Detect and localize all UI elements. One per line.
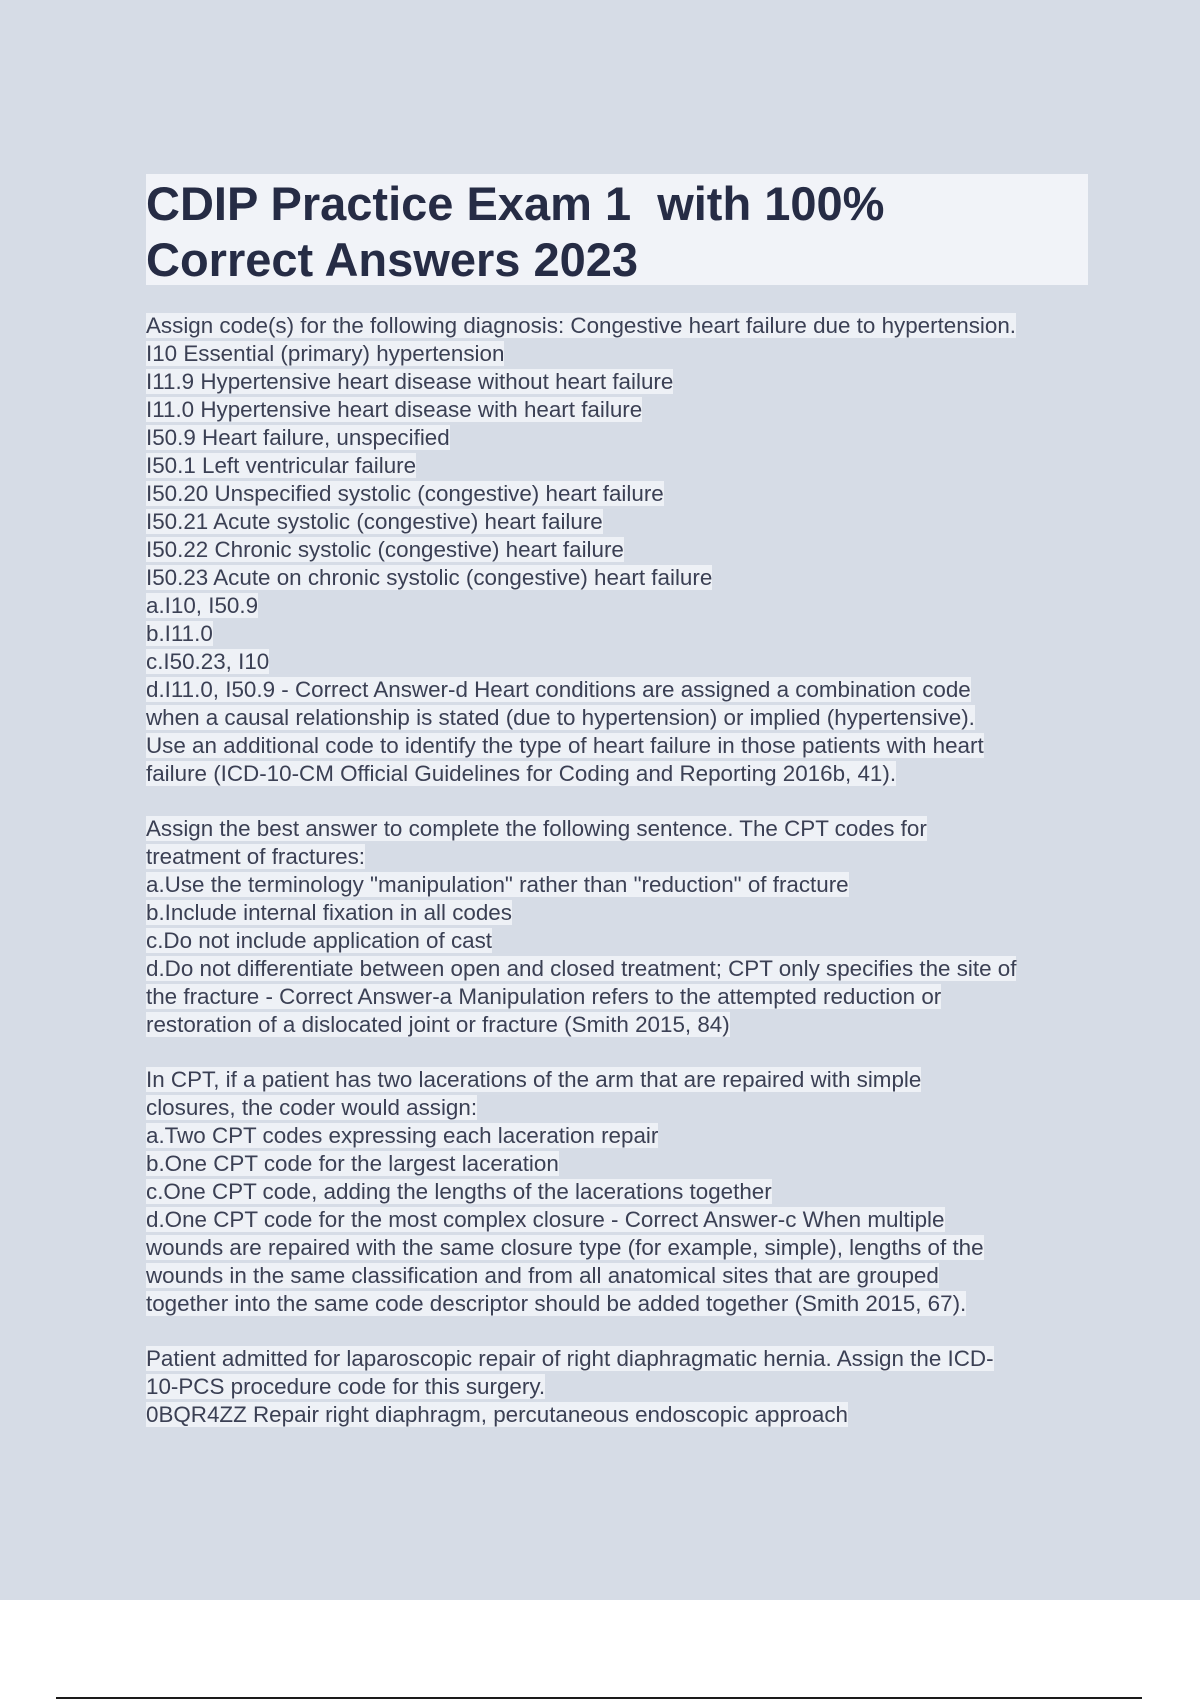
text-line: I50.9 Heart failure, unspecified bbox=[146, 425, 450, 450]
text-line: a.I10, I50.9 bbox=[146, 593, 259, 618]
text-line: b.One CPT code for the largest laceration bbox=[146, 1151, 559, 1176]
text-line: I50.23 Acute on chronic systolic (congestive) heart failure bbox=[146, 565, 713, 590]
question-block-3 bbox=[146, 1066, 1096, 1318]
document-body bbox=[146, 312, 1096, 1456]
text-line: Assign the best answer to complete the following sentence. The CPT codes for bbox=[146, 816, 927, 841]
text-line: the fracture - Correct Answer-a Manipulation refers to the attempted reduction or bbox=[146, 984, 942, 1009]
text-line: closures, the coder would assign: bbox=[146, 1095, 478, 1120]
text-line: 10-PCS procedure code for this surgery. bbox=[146, 1374, 546, 1399]
document-title bbox=[146, 174, 1088, 285]
text-line: I10 Essential (primary) hypertension bbox=[146, 341, 505, 366]
footer-divider bbox=[56, 1697, 1142, 1699]
text-line: wounds in the same classification and from all anatomical sites that are grouped bbox=[146, 1263, 939, 1288]
text-line: I11.0 Hypertensive heart disease with heart failure bbox=[146, 397, 643, 422]
text-line: treatment of fractures: bbox=[146, 844, 366, 869]
text-line: b.I11.0 bbox=[146, 621, 213, 646]
question-block-4 bbox=[146, 1345, 1096, 1429]
text-line: b.Include internal fixation in all codes bbox=[146, 900, 512, 925]
text-line: c.One CPT code, adding the lengths of the lacerations together bbox=[146, 1179, 772, 1204]
text-line: a.Two CPT codes expressing each laceration repair bbox=[146, 1123, 659, 1148]
text-line: 0BQR4ZZ Repair right diaphragm, percutaneous endoscopic approach bbox=[146, 1402, 848, 1427]
title-line: CDIP Practice Exam 1 with 100% bbox=[146, 177, 885, 230]
text-line: I50.22 Chronic systolic (congestive) heart failure bbox=[146, 537, 624, 562]
text-line: c.I50.23, I10 bbox=[146, 649, 270, 674]
title-line: Correct Answers 2023 bbox=[146, 233, 639, 286]
text-line: I50.20 Unspecified systolic (congestive) heart failure bbox=[146, 481, 664, 506]
text-line: a.Use the terminology "manipulation" rather than "reduction" of fracture bbox=[146, 872, 849, 897]
text-line: wounds are repaired with the same closure type (for example, simple), lengths of the bbox=[146, 1235, 984, 1260]
text-line: together into the same code descriptor should be added together (Smith 2015, 67). bbox=[146, 1291, 967, 1316]
question-block-1 bbox=[146, 312, 1096, 788]
text-line: I50.1 Left ventricular failure bbox=[146, 453, 417, 478]
text-line: c.Do not include application of cast bbox=[146, 928, 493, 953]
text-line: d.I11.0, I50.9 - Correct Answer-d Heart conditions are assigned a combination code bbox=[146, 677, 971, 702]
text-line: failure (ICD-10-CM Official Guidelines for Coding and Reporting 2016b, 41). bbox=[146, 761, 897, 786]
text-line: d.Do not differentiate between open and closed treatment; CPT only specifies the site of bbox=[146, 956, 1017, 981]
text-line: when a causal relationship is stated (due to hypertension) or implied (hypertensive). bbox=[146, 705, 975, 730]
text-line: I11.9 Hypertensive heart disease without heart failure bbox=[146, 369, 674, 394]
text-line: Use an additional code to identify the type of heart failure in those patients with heart bbox=[146, 733, 984, 758]
text-line: Assign code(s) for the following diagnosis: Congestive heart failure due to hypertension. bbox=[146, 313, 1016, 338]
text-line: In CPT, if a patient has two lacerations of the arm that are repaired with simple bbox=[146, 1067, 922, 1092]
text-line: d.One CPT code for the most complex closure - Correct Answer-c When multiple bbox=[146, 1207, 945, 1232]
question-block-2 bbox=[146, 815, 1096, 1039]
text-line: I50.21 Acute systolic (congestive) heart failure bbox=[146, 509, 603, 534]
text-line: restoration of a dislocated joint or fracture (Smith 2015, 84) bbox=[146, 1012, 730, 1037]
text-line: Patient admitted for laparoscopic repair of right diaphragmatic hernia. Assign the ICD- bbox=[146, 1346, 994, 1371]
